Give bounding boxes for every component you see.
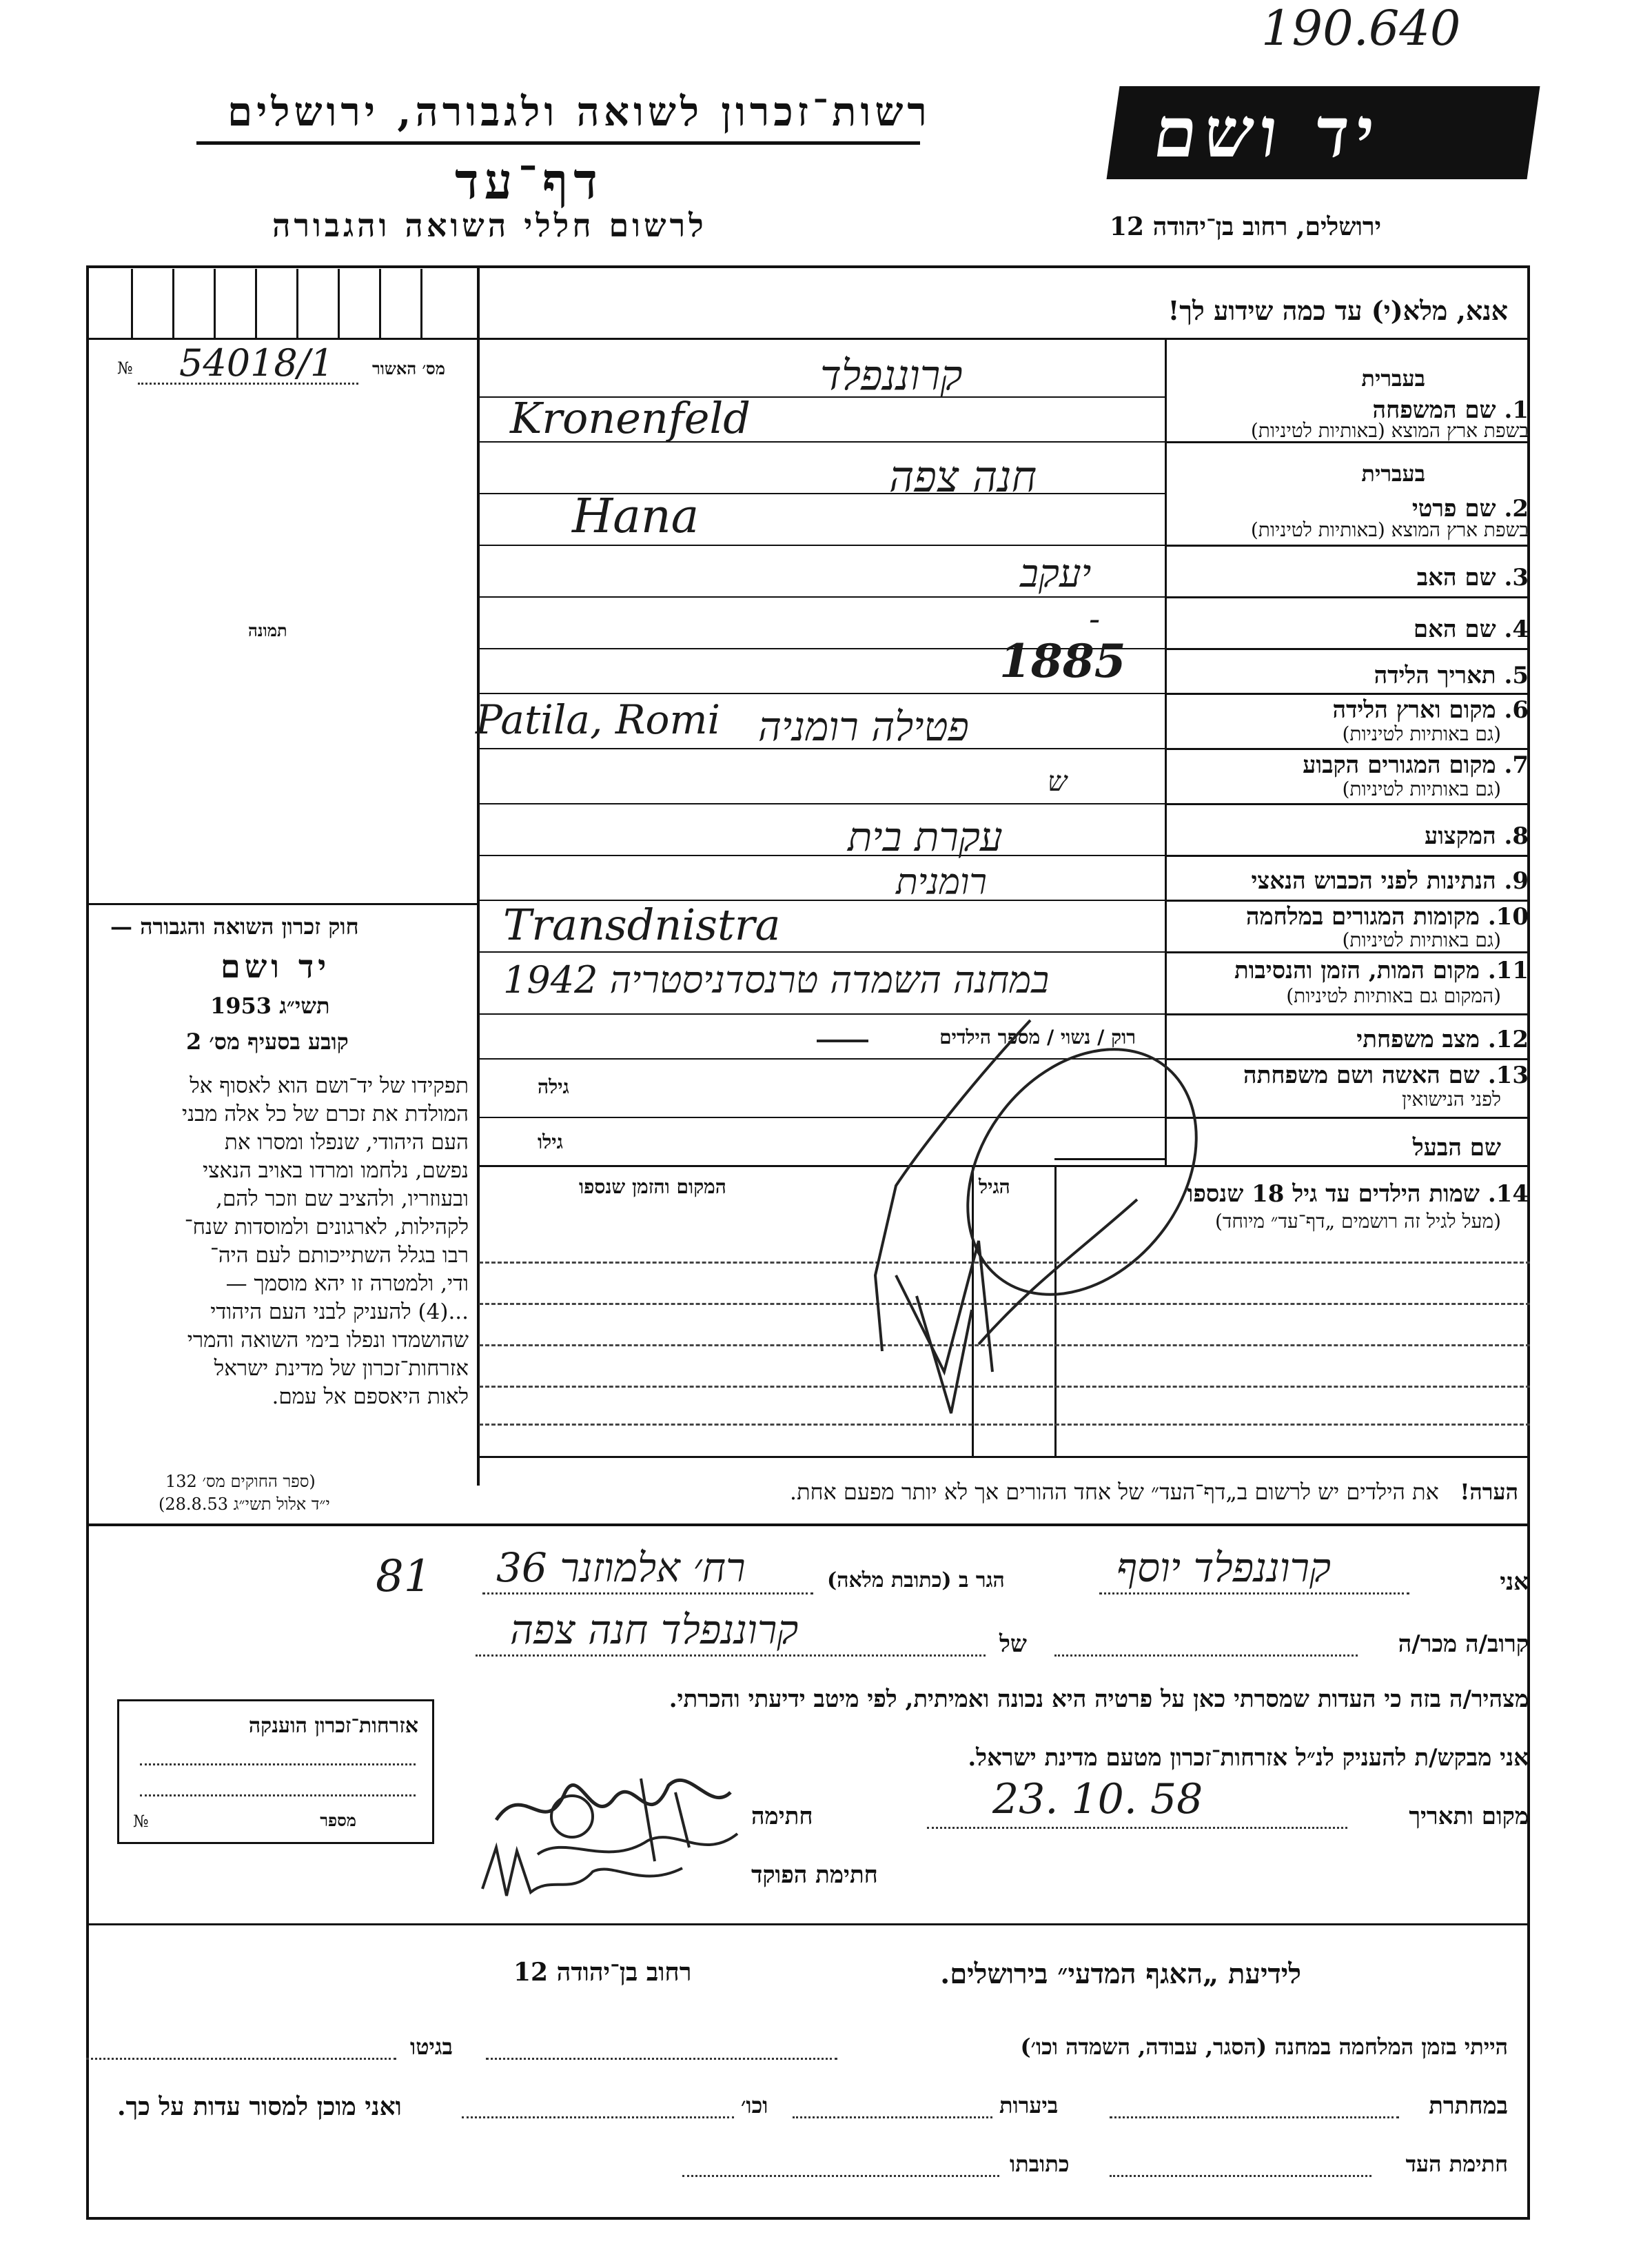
request-text: אני מבקש/ת להעניק לנ״ל אזרחות־זכרון מטעם מדינת ישראל.	[968, 1744, 1529, 1772]
field-1-label: 1. שם המשפחה	[1372, 396, 1529, 424]
underground-label: במחתרת	[1429, 2092, 1508, 2120]
field-8-value: עקרת בית	[848, 813, 1003, 860]
field-2-sub: בשפת ארץ המוצא (באותיות לטיניות)	[1250, 518, 1529, 541]
field-2-value-latin: Hana	[572, 489, 700, 544]
archive-number: 190.640	[1261, 0, 1461, 57]
place-date-label: מקום ותאריך	[1409, 1803, 1529, 1830]
official-signature	[476, 1834, 703, 1916]
and-label: וכו׳	[741, 2092, 768, 2118]
field-9-label: 9. הנתינות לפני הכבוש הנאצי	[1251, 867, 1529, 895]
field-7-value: ש	[1048, 766, 1068, 798]
citizenship-no-mark: №	[133, 1812, 149, 1831]
witness-signature-label: חתימת העד	[1405, 2151, 1508, 2177]
field-13-tag: גילה	[538, 1075, 569, 1098]
field-1-sub: בשפת ארץ המוצא (באותיות לטיניות)	[1250, 419, 1529, 442]
field-2-tag: בעברית	[1361, 460, 1425, 487]
of-label: של	[999, 1630, 1027, 1658]
authority-title: רשות־זכרון לשואה ולגבורה, ירושלים	[227, 88, 931, 135]
bottom-address: רחוב בן־יהודה 12	[513, 1958, 692, 1987]
forests-label: ביערות	[999, 2092, 1059, 2118]
field-7-label: 7. מקום המגורים הקבוע	[1303, 751, 1529, 779]
field-12-label: 12. מצב משפחתי	[1356, 1026, 1529, 1053]
approval-value: 54018/1	[179, 341, 334, 385]
field-10-value: Transdnistra	[503, 900, 781, 950]
field-1-value-latin: Kronenfeld	[510, 393, 751, 443]
form-title: דף־עד	[455, 152, 603, 210]
citizenship-number-label: מספר	[320, 1810, 356, 1830]
camp-label: הייתי בזמן המלחמה במחנה (הסגר, עבודה, השמדה וכו׳)	[1020, 2034, 1508, 2060]
ghetto-label: בגיטו	[410, 2034, 453, 2060]
date-value: 23. 10. 58	[992, 1775, 1203, 1823]
field-6-label: 6. מקום וארץ הלידה	[1332, 696, 1529, 724]
resides-value: רח׳ אלמוזנר 36	[496, 1544, 746, 1591]
field-1-tag: בעברית	[1361, 365, 1425, 392]
note: הערה! את הילדים יש לרשום ב„דף־העד״ של אחד ההורים אך לא יותר מפעם אחת.	[789, 1479, 1518, 1505]
field-8-label: 8. המקצוע	[1424, 822, 1529, 850]
citizenship-box	[117, 1699, 434, 1844]
law-line2: יד ושם	[221, 948, 331, 985]
margin-number: 81	[376, 1551, 432, 1602]
witness-address-label: כתובתו	[1010, 2151, 1070, 2177]
husband-tag: גילו	[538, 1131, 563, 1153]
field-9-value: רומנית	[896, 862, 987, 903]
relative-label: קרוב/ה מכר/ה	[1398, 1630, 1529, 1658]
field-2-label: 2. שם פרטי	[1411, 495, 1529, 523]
field-6-value-he: פטילה רומניה	[758, 703, 969, 750]
declarant-i-value: קרוננפלד יוסף	[1116, 1544, 1332, 1591]
photo-label: תמונה	[248, 620, 287, 640]
field-13-sub: לפני הנישואין	[1402, 1088, 1501, 1111]
relative-value: קרוננפלד חנה צפה	[510, 1606, 799, 1653]
field-10-sub: (גם באותיות לטיניות)	[1342, 929, 1501, 951]
declarant-i-label: אני	[1500, 1568, 1529, 1596]
law-line1: חוק זכרון השואה והגבורה —	[110, 913, 359, 940]
field-11-label: 11. מקום המות, הזמן והנסיבות	[1234, 957, 1529, 984]
declaration-text: מצהיר/ה בזה כי העדות שמסרתי כאן על פרטיה היא נכונה ואמיתית, לפי מיטב ידיעתי והכרתי.	[669, 1685, 1529, 1713]
field-3-value: יעקב	[1020, 551, 1092, 596]
instructions: אנא, מלא(י) עד כמה שידוע לך!	[1167, 295, 1508, 326]
field-6-value-latin: Patila, Romi	[476, 696, 720, 743]
field-14-sub: (מעל לגיל זה רושמים „דף־עד״ מיוחד)	[1214, 1210, 1501, 1233]
bottom-title: לידיעת „האגף המדעי״ בירושלים.	[940, 1958, 1301, 1990]
approval-label: מס׳ האשור	[372, 358, 445, 378]
field-12-options: רוק / נשוי / מספר הילדים	[939, 1026, 1136, 1049]
field-14-age-col: הגיל	[979, 1175, 1010, 1198]
yad-vashem-logo: יד ושם	[1107, 86, 1540, 179]
form-subtitle: לרשום חללי השואה והגבורה	[272, 207, 707, 244]
field-6-sub: (גם באותיות לטיניות)	[1342, 722, 1501, 745]
field-3-label: 3. שם האב	[1416, 564, 1529, 591]
law-body: תפקידו של יד־ושם הוא לאסוף אל המולדת את זכרם של כל אלה מבני העם היהודי, שנפלו ומסרו את נפשם, נלחמו ומרדו באויב הנאצי ובעוזריו, ולהציב שם וזכר להם, לקהילות, לארגונים ולמוסדות שנח־ רבו בגלל השתייכותם לעם היה־ ודי, ולמטרה זו יהא מוסמך — ...(4) להעניק לבני העם היהודי שהושמדו ונפלו בימי השואה והמרי אזרחות־זכרון של מדינת ישראל לאות היאספם אל עמם.	[181, 1073, 469, 1409]
law-line4: קובע בסעיף מס׳ 2	[186, 1029, 349, 1055]
citizenship-title: אזרחות־זכרון הוענקה	[248, 1714, 418, 1738]
official-label: חתימת הפוקד	[751, 1861, 878, 1889]
field-14-label: 14. שמות הילדים עד גיל 18 שנספו	[1187, 1180, 1529, 1208]
field-7-sub: (גם באותיות לטיניות)	[1342, 778, 1501, 800]
field-1-value-he: קרוננפלד	[820, 352, 963, 400]
field-5-label: 5. תאריך הלידה	[1374, 662, 1529, 689]
field-10-label: 10. מקומות המגורים במלחמה	[1245, 903, 1529, 931]
ready-label: ואני מוכן למסור עדות על כך.	[117, 2092, 402, 2121]
header-address: ירושלים, רחוב בן־יהודה 12	[1110, 212, 1382, 241]
field-11-sub: (המקום גם באותיות לטיניות)	[1286, 984, 1501, 1007]
field-4-label: 4. שם האם	[1413, 616, 1529, 643]
field-4-value: -	[1089, 600, 1101, 638]
approval-no-mark: №	[117, 358, 133, 378]
law-footnote1: (ספר החוקים מס׳ 132	[165, 1472, 316, 1491]
resides-label: הגר ב (כתובת מלאה)	[827, 1568, 1005, 1592]
field-5-value: 1885	[999, 634, 1126, 688]
field-14-place-col: המקום והזמן שנספו	[579, 1175, 726, 1198]
signature-label: חתימה	[751, 1803, 813, 1830]
field-2-value-he: חנה צפה	[889, 452, 1037, 502]
field-13-label: 13. שם האשה ושם משפחתה	[1243, 1062, 1529, 1089]
field-11-value: במחנה השמדה טרנסדניסטריה 1942	[503, 958, 1050, 1002]
law-line3: תשי״ג 1953	[210, 993, 330, 1019]
husband-label: שם הבעל	[1412, 1134, 1501, 1162]
law-footnote2: י״ד אלול תשי״ג 28.8.53)	[159, 1495, 330, 1514]
